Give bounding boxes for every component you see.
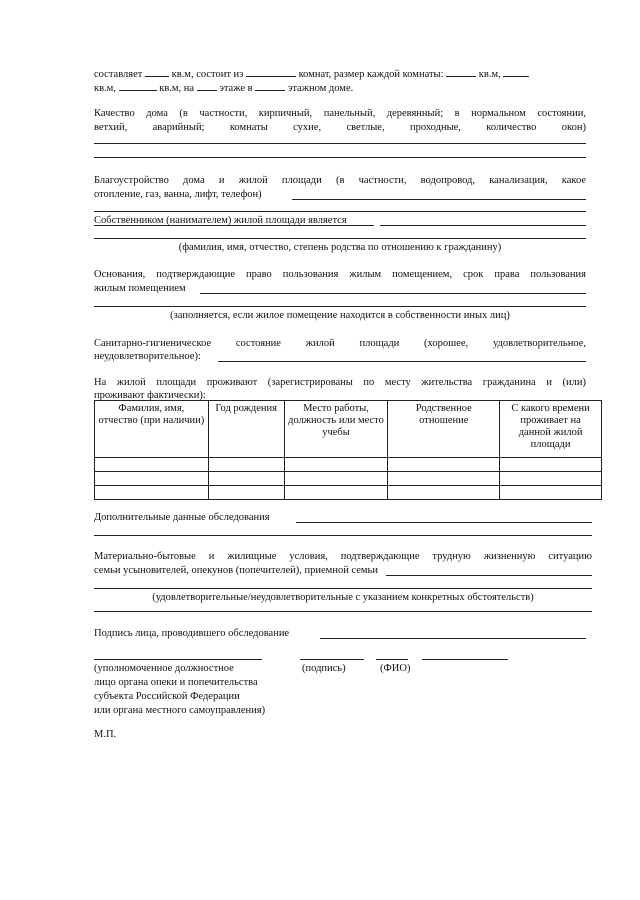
blank-floor[interactable] — [197, 80, 217, 91]
conditions-fill-1[interactable] — [386, 575, 592, 576]
owner-fill-3[interactable] — [94, 238, 586, 239]
signature-fill[interactable] — [320, 638, 586, 639]
blank-floors-total[interactable] — [255, 80, 285, 91]
official-caption-2: лицо органа опеки и попечительства — [94, 677, 258, 688]
owner-note: (фамилия, имя, отчество, степень родства по отношению к гражданину) — [178, 242, 502, 253]
table-cell[interactable] — [284, 458, 388, 472]
owner-fill-1[interactable] — [94, 225, 374, 226]
quality-line-1: Качество дома (в частности, кирпичный, панельный, деревянный; в нормальном состоянии, — [94, 108, 586, 119]
table-cell[interactable] — [388, 458, 500, 472]
table-cell[interactable] — [388, 486, 500, 500]
table-header-cell: Родственное отношение — [388, 401, 500, 458]
amenities-line-1: Благоустройство дома и жилой площади (в частности, водопровод, канализация, какое — [94, 175, 586, 186]
sanitary-line-2: неудовлетворительное): — [94, 351, 201, 362]
table-cell[interactable] — [208, 486, 284, 500]
area-text-3: комнат, размер каждой комнаты: — [298, 69, 444, 80]
table-header-cell: Год рождения — [208, 401, 284, 458]
table-cell[interactable] — [208, 472, 284, 486]
grounds-fill-2[interactable] — [94, 306, 586, 307]
official-caption-1: (уполномоченное должностное — [94, 663, 234, 674]
table-cell[interactable] — [95, 486, 209, 500]
table-cell[interactable] — [95, 458, 209, 472]
area-text-7: этаже в — [219, 83, 253, 94]
table-cell[interactable] — [284, 472, 388, 486]
conditions-fill-2[interactable] — [94, 588, 592, 589]
table-row — [95, 458, 602, 472]
blank-area[interactable] — [145, 66, 169, 77]
signature-sign-line[interactable] — [300, 659, 364, 660]
extra-sign-line[interactable] — [422, 659, 508, 660]
sanitary-line-1: Санитарно-гигиеническое состояние жилой площади (хорошее, удовлетворительное, — [94, 338, 586, 349]
owner-fill-2[interactable] — [380, 225, 586, 226]
blank-room-size-1[interactable] — [446, 66, 476, 77]
name-sign-line[interactable] — [376, 659, 408, 660]
blank-room-size-2[interactable] — [503, 66, 529, 77]
area-text-2: кв.м, состоит из — [171, 69, 244, 80]
table-header-cell: С какого времени проживает на данной жилой площади — [500, 401, 602, 458]
stamp-label: М.П. — [94, 729, 117, 740]
additional-fill-2[interactable] — [94, 535, 592, 536]
amenities-fill-1[interactable] — [292, 199, 586, 200]
grounds-fill-1[interactable] — [200, 293, 586, 294]
blank-rooms[interactable] — [246, 66, 296, 77]
table-header-row — [95, 401, 602, 458]
conditions-line-2: семьи усыновителей, опекунов (попечителей), приемной семьи — [94, 565, 378, 576]
table-header-cell: Фамилия, имя, отчество (при наличии) — [95, 401, 209, 458]
signature-label: Подпись лица, проводившего обследование — [94, 628, 290, 639]
residents-line-2: проживают фактически): — [94, 390, 206, 401]
additional-label: Дополнительные данные обследования — [94, 512, 270, 523]
table-cell[interactable] — [284, 486, 388, 500]
quality-fill-2[interactable] — [94, 157, 586, 158]
blank-room-size-3[interactable] — [119, 80, 157, 91]
name-caption: (ФИО) — [380, 663, 411, 674]
area-line-2 — [94, 80, 353, 95]
grounds-note: (заполняется, если жилое помещение находится в собственности иных лиц) — [170, 310, 510, 321]
area-text-4: кв.м, — [478, 69, 501, 80]
amenities-line-2: отопление, газ, ванна, лифт, телефон) — [94, 189, 262, 200]
sanitary-fill[interactable] — [218, 361, 586, 362]
conditions-note: (удовлетворительные/неудовлетворительные с указанием конкретных обстоятельств) — [152, 592, 534, 603]
owner-label: Собственником (нанимателем) жилой площади является — [94, 215, 347, 226]
table-cell[interactable] — [95, 472, 209, 486]
table-cell[interactable] — [500, 486, 602, 500]
area-text-8: этажном доме. — [287, 83, 354, 94]
quality-fill-1[interactable] — [94, 143, 586, 144]
area-text-6: кв.м, на — [159, 83, 195, 94]
table-row — [95, 486, 602, 500]
table-cell[interactable] — [500, 472, 602, 486]
official-sign-line[interactable] — [94, 659, 262, 660]
area-line-1 — [94, 66, 529, 81]
conditions-line-1: Материально-бытовые и жилищные условия, подтверждающие трудную жизненную ситуацию — [94, 551, 592, 562]
table-cell[interactable] — [500, 458, 602, 472]
residents-table — [94, 400, 602, 500]
table-cell[interactable] — [388, 472, 500, 486]
conditions-fill-3[interactable] — [94, 611, 592, 612]
area-text-5: кв.м, — [94, 83, 116, 94]
table-header-cell: Место работы, должность или место учебы — [284, 401, 388, 458]
quality-line-2: ветхий, аварийный; комнаты сухие, светлые, проходные, количество окон) — [94, 122, 586, 133]
table-row — [95, 472, 602, 486]
grounds-line-2: жилым помещением — [94, 283, 186, 294]
additional-fill-1[interactable] — [296, 522, 592, 523]
official-caption-3: субъекта Российской Федерации — [94, 691, 240, 702]
area-text-1: составляет — [94, 69, 143, 80]
table-cell[interactable] — [208, 458, 284, 472]
sign-caption: (подпись) — [302, 663, 346, 674]
residents-line-1: На жилой площади проживают (зарегистрированы по месту жительства гражданина и (или) — [94, 377, 586, 388]
grounds-line-1: Основания, подтверждающие право пользования жилым помещением, срок права пользования — [94, 269, 586, 280]
official-caption-4: или органа местного самоуправления) — [94, 705, 266, 716]
amenities-fill-2[interactable] — [94, 211, 586, 212]
